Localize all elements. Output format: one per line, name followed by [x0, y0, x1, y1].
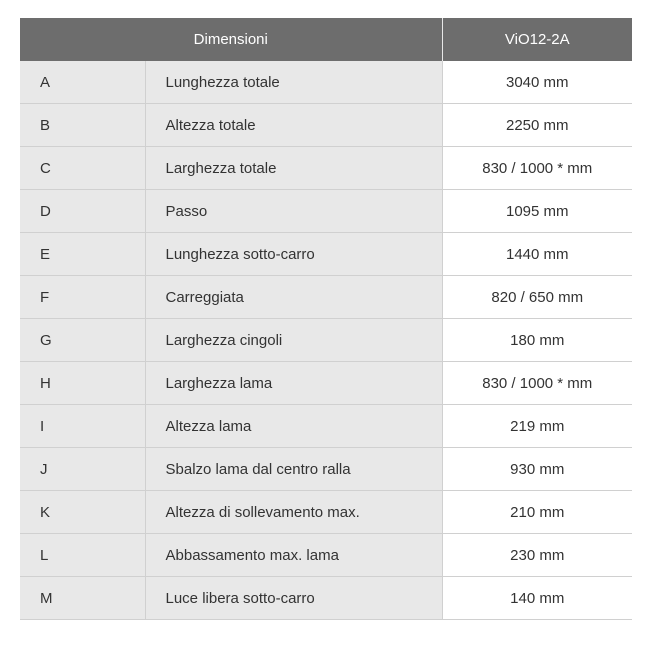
table-row — [20, 190, 632, 233]
row-value: 930 mm — [442, 448, 632, 491]
table-row — [20, 233, 632, 276]
row-value: 219 mm — [442, 405, 632, 448]
table-row — [20, 147, 632, 190]
row-value: 830 / 1000 * mm — [442, 147, 632, 190]
row-value: 1095 mm — [442, 190, 632, 233]
row-value: 820 / 650 mm — [442, 276, 632, 319]
row-label: Sbalzo lama dal centro ralla — [145, 448, 442, 491]
row-code: A — [20, 61, 145, 104]
table-row — [20, 276, 632, 319]
row-code: D — [20, 190, 145, 233]
table-row — [20, 448, 632, 491]
row-label: Passo — [145, 190, 442, 233]
row-label: Altezza totale — [145, 104, 442, 147]
dimensions-table — [20, 18, 632, 620]
table-row — [20, 61, 632, 104]
table-row — [20, 577, 632, 620]
row-label: Lunghezza totale — [145, 61, 442, 104]
table-row — [20, 104, 632, 147]
row-value: 210 mm — [442, 491, 632, 534]
row-code: E — [20, 233, 145, 276]
row-value: 140 mm — [442, 577, 632, 620]
row-label: Luce libera sotto-carro — [145, 577, 442, 620]
row-code: G — [20, 319, 145, 362]
row-label: Larghezza cingoli — [145, 319, 442, 362]
header-dimensions: Dimensioni — [20, 18, 442, 61]
row-label: Larghezza lama — [145, 362, 442, 405]
table-row — [20, 534, 632, 577]
row-code: K — [20, 491, 145, 534]
table-header — [20, 18, 632, 61]
row-label: Larghezza totale — [145, 147, 442, 190]
row-code: C — [20, 147, 145, 190]
row-code: B — [20, 104, 145, 147]
row-label: Altezza lama — [145, 405, 442, 448]
row-code: L — [20, 534, 145, 577]
row-value: 230 mm — [442, 534, 632, 577]
row-label: Lunghezza sotto-carro — [145, 233, 442, 276]
table-row — [20, 491, 632, 534]
table-row — [20, 319, 632, 362]
table-body — [20, 61, 632, 620]
row-label: Abbassamento max. lama — [145, 534, 442, 577]
row-code: J — [20, 448, 145, 491]
row-code: I — [20, 405, 145, 448]
row-code: H — [20, 362, 145, 405]
row-value: 2250 mm — [442, 104, 632, 147]
row-label: Carreggiata — [145, 276, 442, 319]
header-model: ViO12-2A — [442, 18, 632, 61]
table-row — [20, 362, 632, 405]
row-code: M — [20, 577, 145, 620]
row-code: F — [20, 276, 145, 319]
row-value: 1440 mm — [442, 233, 632, 276]
row-label: Altezza di sollevamento max. — [145, 491, 442, 534]
row-value: 3040 mm — [442, 61, 632, 104]
header-row — [20, 18, 632, 61]
table-row — [20, 405, 632, 448]
row-value: 830 / 1000 * mm — [442, 362, 632, 405]
row-value: 180 mm — [442, 319, 632, 362]
